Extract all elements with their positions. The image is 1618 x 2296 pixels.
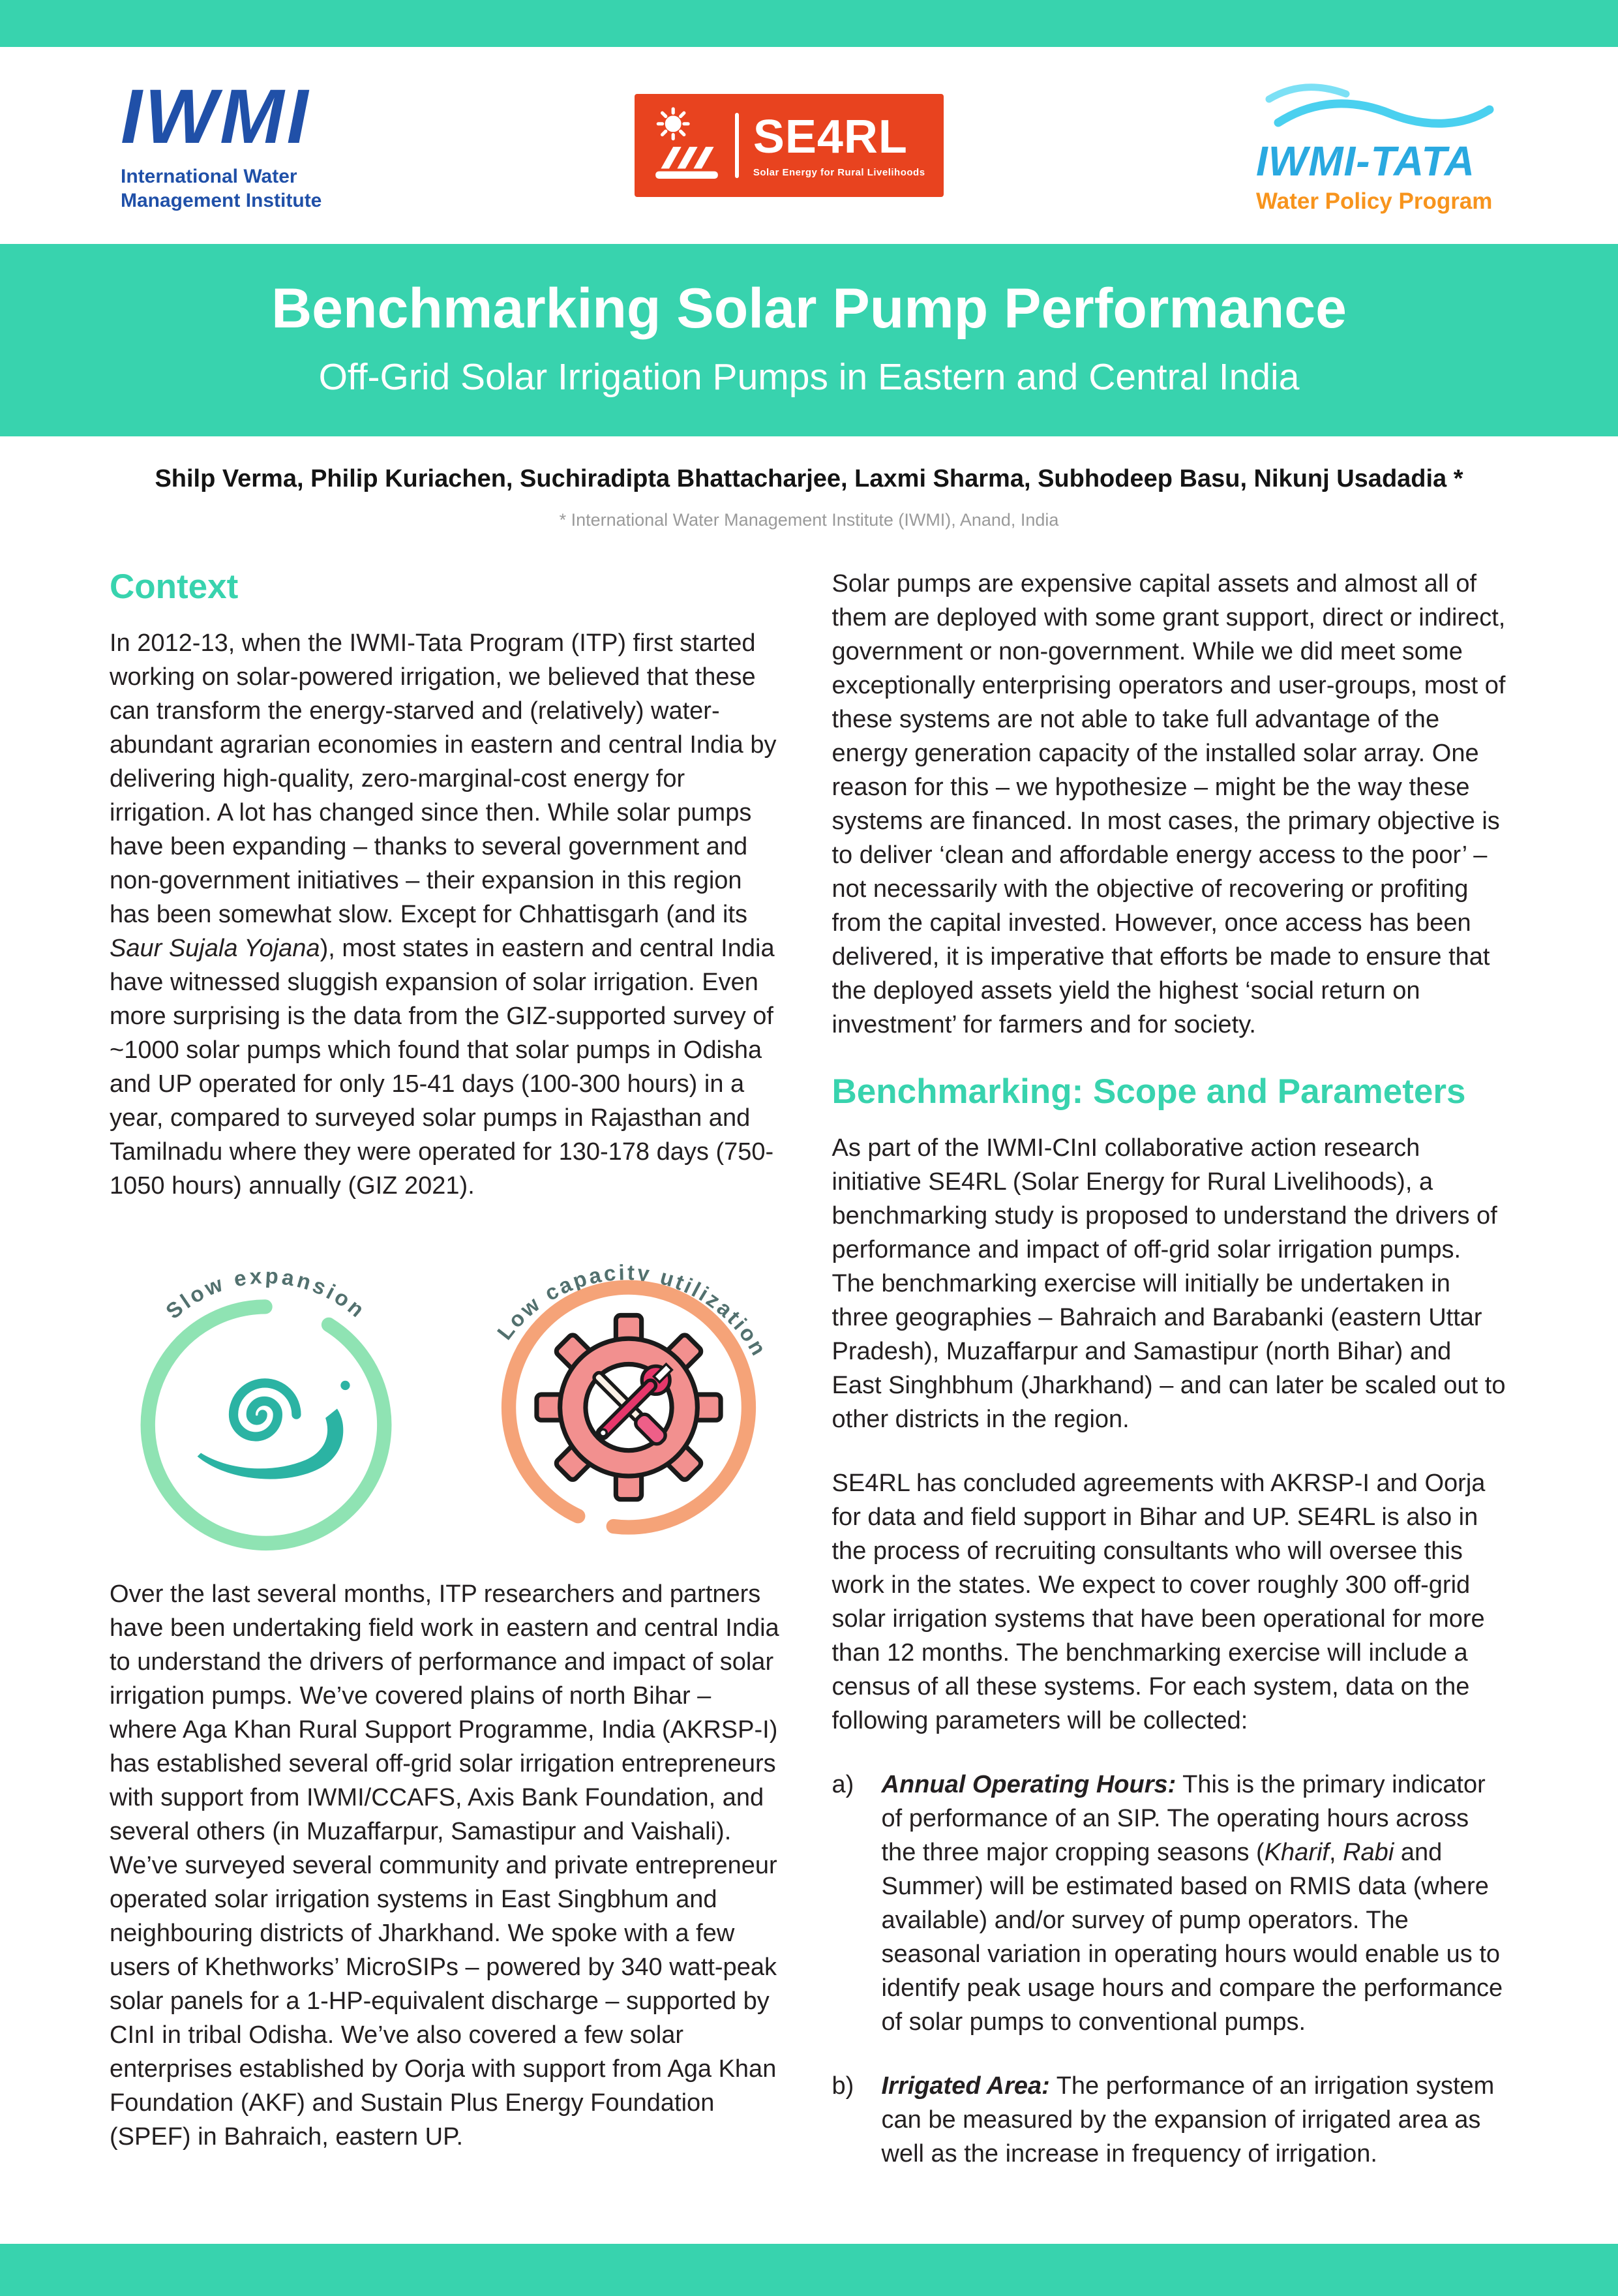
authors-line: Shilp Verma, Philip Kuriachen, Suchiradipta Bhattacharjee, Laxmi Sharma, Subhodeep Basu, Nikunj Usadadia *: [155, 464, 1463, 492]
iwmi-tagline: [121, 164, 322, 213]
se4rl-logo: [635, 94, 944, 197]
page-subtitle: Off-Grid Solar Irrigation Pumps in Eastern and Central India: [318, 355, 1300, 398]
iwmi-tata-name: IWMI-TATA: [1256, 137, 1475, 185]
right-paragraph-1: Solar pumps are expensive capital assets and almost all of them are deployed with some grant support, direct or indirect, government or non-government. While we did meet some exceptionally enterprising operators and user-groups, most of these systems are not able to take full advantage of the energy generation capacity of the installed solar array. One reason for this – we hypothesize – might be the way these systems are financed. In most cases, the primary objective is to deliver ‘clean and affordable energy access to the poor’ – not necessarily with the objective of recovering or profiting from the capital invested. However, once access has been delivered, it is imperative that efforts be made to ensure that the deployed assets yield the highest ‘social return on investment’ for farmers and for society.: [831, 569, 1506, 1038]
bottom-accent-bar: [0, 2244, 1618, 2296]
se4rl-tagline: Solar Energy for Rural Livelihoods: [753, 166, 925, 178]
iwmi-tagline-line1: International Water: [121, 166, 297, 187]
right-column: [832, 567, 1508, 2201]
affiliation-line: * International Water Management Institute (IWMI), Anand, India: [559, 509, 1059, 530]
parameter-item-a: [832, 1768, 1508, 2039]
se4rl-name: SE4RL: [753, 110, 908, 163]
low-capacity-utilization-badge: [477, 1209, 781, 1535]
sun-solar-panel-icon: [653, 106, 721, 186]
badge-ring-green: [114, 1261, 418, 1558]
top-accent-bar: [0, 0, 1618, 47]
iwmi-tagline-line2: Management Institute: [121, 190, 322, 211]
section-heading-context: Context: [110, 567, 239, 606]
badge-label-low-capacity: Low capacity utilization: [492, 1260, 772, 1361]
se4rl-logo-text: [753, 110, 925, 178]
benchmarking-paragraph-2: SE4RL has concluded agreements with AKRSP-I and Oorja for data and field support in Bihar and UP. SE4RL is also in the process of recruiting consultants who will oversee this work in the states. We expect to cover roughly 300 off-grid solar irrigation systems that have been operational for more than 12 months. The benchmarking exercise will include a census of all these systems. For each system, data on the following parameters will be collected:: [831, 1469, 1486, 1734]
body-columns: [0, 530, 1618, 2201]
parameter-marker-b: b): [831, 2072, 854, 2100]
page-title: Benchmarking Solar Pump Performance: [271, 277, 1347, 340]
slow-expansion-badge: [114, 1233, 418, 1559]
illustration-badges: [110, 1233, 785, 1559]
snail-icon: [197, 1380, 350, 1479]
context-paragraph-2: Over the last several months, ITP researchers and partners have been undertaking field work in eastern and central India to understand the drivers of performance and impact of solar irrigation pumps. We’ve covered plains of north Bihar – where Aga Khan Rural Support Programme, India (AKRSP-I) has established several off-grid solar irrigation entrepreneurs with support from IWMI/CCAFS, Axis Bank Foundation, and several others (in Muzaffarpur, Samastipur and Vaishali). We’ve surveyed several community and private entrepreneur operated solar irrigation systems in East Singbhum and neighbouring districts of Jharkhand. We spoke with a few users of Khethworks’ MicroSIPs – powered by 340 watt-peak solar panels for a 1-HP-equivalent discharge – supported by CInI in tribal Odisha. We’ve also covered a few solar enterprises established by Oorja with support from Aga Khan Foundation (AKF) and Sustain Plus Energy Foundation (SPEF) in Bahraich, eastern UP.: [110, 1580, 779, 2151]
parameter-body-annual-operating-hours: Annual Operating Hours: This is the primary indicator of performance of an SIP. The operating hours across the three major cropping seasons (Kharif, Rabi and Summer) will be estimated based on RMIS data (where available) and/or survey of pump operators. The seasonal variation in operating hours would enable us to identify peak usage hours and compare the performance of solar pumps to conventional pumps.: [881, 1770, 1503, 2036]
title-banner: [0, 244, 1618, 436]
se4rl-logo-divider: [735, 113, 739, 178]
parameter-body-irrigated-area: Irrigated Area: The performance of an irrigation system can be measured by the expansion of irrigated area as well as the increase in frequency of irrigation.: [881, 2072, 1495, 2168]
parameter-marker-a: a): [831, 1770, 854, 1798]
parameter-item-b: [832, 2069, 1508, 2171]
section-heading-benchmarking: Benchmarking: Scope and Parameters: [831, 1072, 1466, 1111]
context-paragraph-1: In 2012-13, when the IWMI-Tata Program (ITP) first started working on solar-powered irrigation, we believed that these can transform the energy-starved and (relatively) water-abundant agrarian economies in eastern and central India by delivering high-quality, zero-marginal-cost energy for irrigation. A lot has changed since then. While solar pumps have been expanding – thanks to several government and non-government initiatives – their expansion in this region has been somewhat slow. Except for Chhattisgarh (and its Saur Sujala Yojana), most states in eastern and central India have witnessed sluggish expansion of solar irrigation. Even more surprising is the data from the GIZ-supported survey of ~1000 solar pumps which found that solar pumps in Odisha and UP operated for only 15-41 days (100-300 hours) in a year, compared to surveyed solar pumps in Rajasthan and Tamilnadu where they were operated for 130-178 days (750-1050 hours) annually (GIZ 2021).: [110, 629, 777, 1200]
svg-text:Slow expansion: [161, 1263, 371, 1323]
iwmi-logo: [121, 74, 322, 213]
gear-tools-icon: [537, 1315, 721, 1499]
badge-label-slow-expansion: Slow expansion: [160, 1263, 371, 1323]
iwmi-wordmark: IWMI: [121, 74, 311, 160]
iwmi-tata-logo: [1256, 77, 1497, 215]
byline: [0, 465, 1618, 530]
benchmarking-paragraph-1: As part of the IWMI-CInI collaborative action research initiative SE4RL (Solar Energy for Rural Livelihoods), a benchmarking study is proposed to understand the drivers of performance and impact of off-grid solar irrigation pumps. The benchmarking exercise will initially be undertaken in three geographies – Bahraich and Barabanki (eastern Uttar Pradesh), Muzaffarpur and Samastipur (north Bihar) and East Singhbhum (Jharkhand) – and can later be scaled out to other districts in the region.: [831, 1134, 1506, 1433]
left-column: [110, 567, 785, 2201]
water-wave-icon: [1256, 77, 1497, 136]
iwmi-tata-tagline: Water Policy Program: [1256, 188, 1493, 214]
header-logos: [0, 47, 1618, 244]
